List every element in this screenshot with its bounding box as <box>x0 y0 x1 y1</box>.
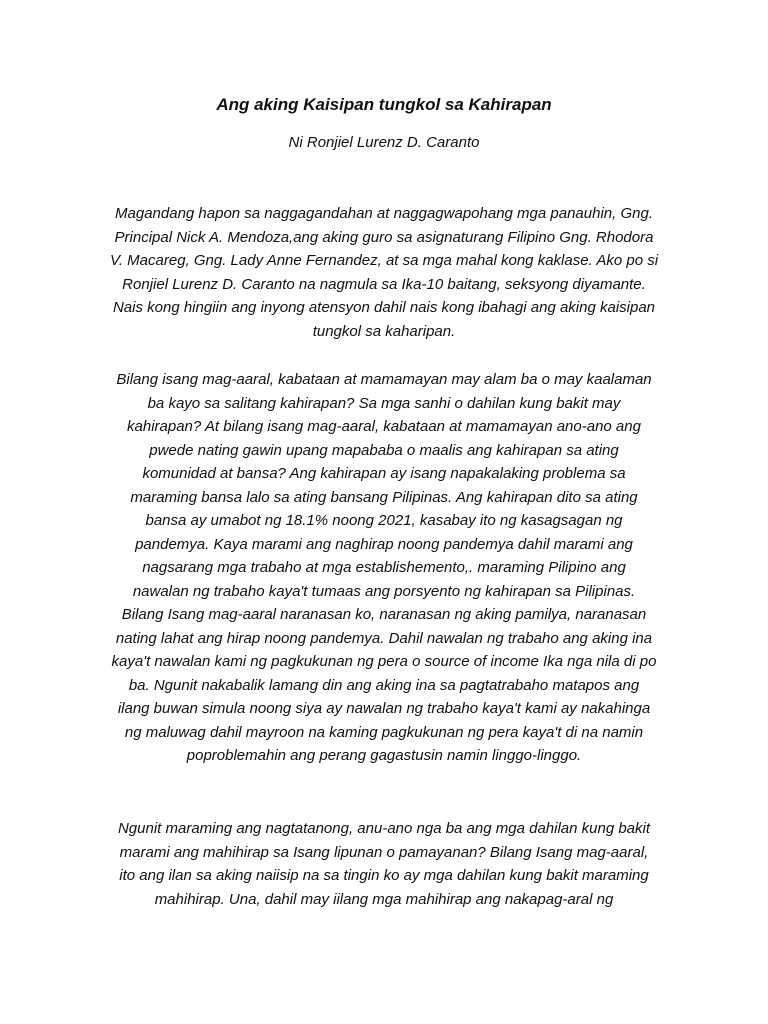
text-line: kaya't nawalan kami ng pagkukunan ng pera o source of income Ika nga nila di po <box>111 653 657 670</box>
text-line: pandemya. Kaya marami ang naghirap noong pandemya dahil marami ang <box>135 535 633 553</box>
text-line: V. Macareg, Gng. Lady Anne Fernandez, at sa mga mahal kong kaklase. Ako po si <box>109 252 659 269</box>
document-author: Ni Ronjiel Lurenz D. Caranto <box>288 134 480 151</box>
text-line: pwede nating gawin upang mapababa o maalis ang kahirapan sa ating <box>149 441 619 459</box>
text-line: marami ang mahihirap sa Isang lipunan o pamayanan? Bilang Isang mag-aaral, <box>119 843 649 861</box>
text-line: Magandang hapon sa naggagandahan at naggagwapohang mga panauhin, Gng. <box>115 205 653 222</box>
text-line: Bilang Isang mag-aaral naranasan ko, naranasan ng aking pamilya, naranasan <box>121 606 647 623</box>
text-line: tungkol sa kaharipan. <box>312 322 456 340</box>
text-line: Principal Nick A. Mendoza,ang aking guro sa asignaturang Filipino Gng. Rhodora <box>114 228 654 246</box>
text-line: Bilang isang mag-aaral, kabataan at mamamayan may alam ba o may kaalaman <box>116 371 652 388</box>
paragraph-introduction <box>80 202 688 343</box>
text-line: ba kayo sa salitang kahirapan? Sa mga sanhi o dahilan kung bakit may <box>147 394 621 412</box>
text-line: poproblemahin ang perang gagastusin namin linggo-linggo. <box>186 747 582 764</box>
text-line: kahirapan? At bilang isang mag-aaral, kabataan at mamamayan ano-ano ang <box>127 418 641 435</box>
text-line: maraming bansa lalo sa ating bansang Pilipinas. Ang kahirapan dito sa ating <box>130 488 638 506</box>
text-line: nating lahat ang hirap noong pandemya. Dahil nawalan ng trabaho ang aking ina <box>115 629 653 647</box>
text-line: ba. Ngunit nakabalik lamang din ang aking ina sa pagtatrabaho matapos ang <box>128 676 640 694</box>
paragraph-dahilan <box>80 817 688 911</box>
text-line: nagsarang mga trabaho at mga establishemento,. maraming Pilipino ang <box>142 559 626 576</box>
document-title: Ang aking Kaisipan tungkol sa Kahirapan <box>216 95 552 114</box>
text-line: bansa ay umabot ng 18.1% noong 2021, kasabay ito ng kasagsagan ng <box>145 512 623 529</box>
text-line: komunidad at bansa? Ang kahirapan ay isang napakalaking problema sa <box>142 465 626 482</box>
paragraph-kahirapan <box>80 368 688 768</box>
text-line: ito ang ilan sa aking naiisip na sa tingin ko ay mga dahilan kung bakit maraming <box>119 867 649 884</box>
text-line: Ngunit maraming ang nagtatanong, anu-ano nga ba ang mga dahilan kung bakit <box>117 820 651 837</box>
text-line: Nais kong hingiin ang inyong atensyon dahil nais kong ibahagi ang aking kaisipan <box>112 299 656 316</box>
text-line: ng maluwag dahil mayroon na kaming pagkukunan ng pera kaya't di na namin <box>124 723 644 741</box>
text-line: ilang buwan simula noong siya ay nawalan ng trabaho kaya't kami ay nakahinga <box>117 700 651 717</box>
text-line: Ronjiel Lurenz D. Caranto na nagmula sa Ika-10 baitang, seksyong diyamante. <box>122 275 646 293</box>
text-line: mahihirap. Una, dahil may iilang mga mahihirap ang nakapag-aral ng <box>154 890 614 908</box>
text-line: nawalan ng trabaho kaya't tumaas ang porsyento ng kahirapan sa Pilipinas. <box>132 582 636 600</box>
